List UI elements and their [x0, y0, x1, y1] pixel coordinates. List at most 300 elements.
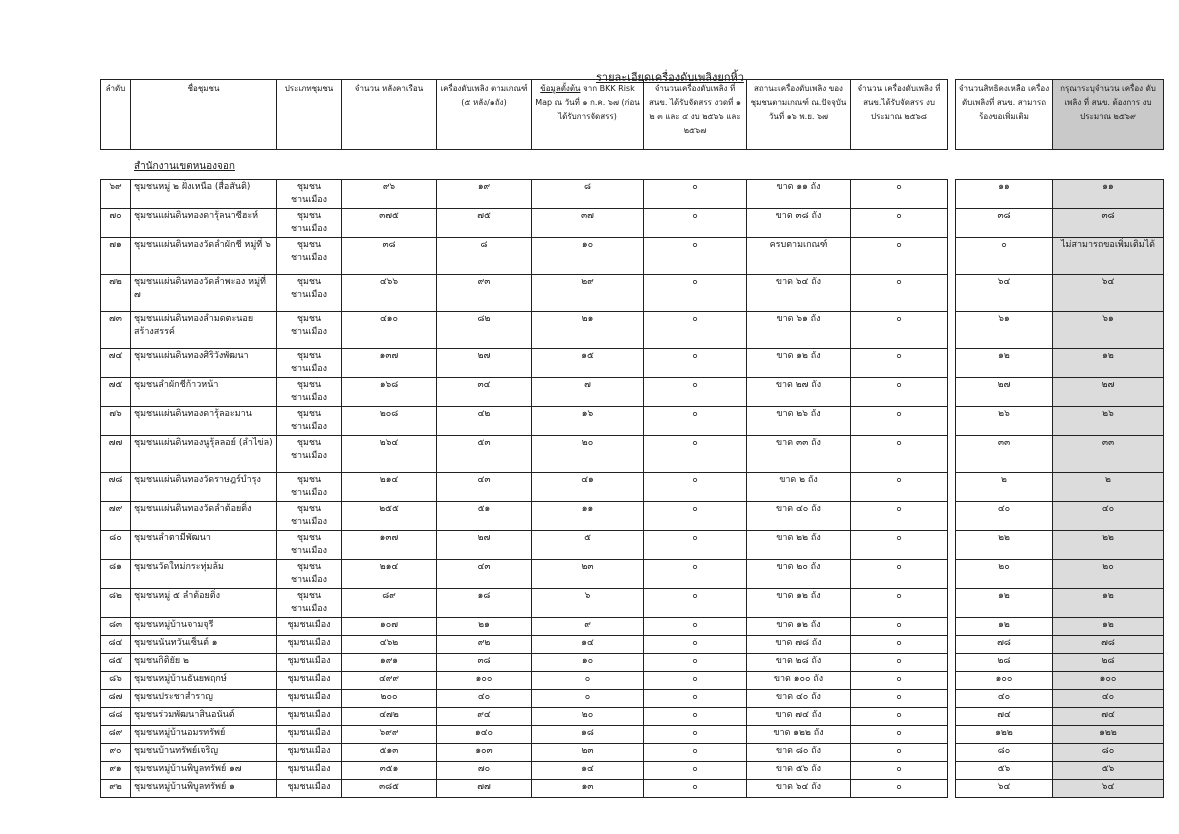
status-text: ขาด ๑๐๐ ถัง: [747, 672, 851, 690]
row-gap: [948, 180, 956, 209]
row-number: ๘๗: [101, 690, 131, 708]
row-gap: [948, 654, 956, 672]
budget68-count: ๐: [851, 589, 948, 618]
remaining-count: ๒๐: [956, 560, 1053, 589]
request-count: ๑๒๒: [1053, 726, 1164, 744]
row-number: ๘๒: [101, 589, 131, 618]
bkk-count: ๑๑: [532, 502, 644, 531]
bkk-count: ๐: [532, 672, 644, 690]
community-type: ชุมชนเมือง: [277, 690, 342, 708]
bkk-count: ๒๙: [532, 275, 644, 312]
remaining-count: ๘๐: [956, 744, 1053, 762]
remaining-count: ๒๗: [956, 378, 1053, 407]
table-row: [101, 238, 1164, 275]
community-name: ชุมชนแผ่นดินทองนูรุ้ลลอย์ (ลำไข่ล): [131, 436, 277, 473]
request-count: ๖๔: [1053, 275, 1164, 312]
header-budget68: จำนวน เครื่องดับเพลิง ที่ สนข.ได้รับจัดสรร งบประมาณ ๒๕๖๘: [851, 80, 948, 150]
community-name: ชุมชนหมู่ ๒ ฝั่งเหนือ (สื่อสันติ): [131, 180, 277, 209]
header-households: จำนวน หลังคาเรือน: [342, 80, 437, 150]
community-type: ชุมชนเมือง: [277, 636, 342, 654]
row-number: ๗๒: [101, 275, 131, 312]
status-text: ขาด ๒ ถัง: [747, 473, 851, 502]
request-count: ๖๑: [1053, 312, 1164, 349]
community-type: ชุมชนเมือง: [277, 762, 342, 780]
bkk-count: ๔๑: [532, 473, 644, 502]
community-type: ชุมชนเมือง: [277, 780, 342, 798]
row-gap: [948, 762, 956, 780]
households-count: ๔๗๒: [342, 708, 437, 726]
status-text: ขาด ๒๖ ถัง: [747, 407, 851, 436]
row-number: ๙๑: [101, 762, 131, 780]
community-type: ชุมชนเมือง: [277, 618, 342, 636]
remaining-count: ๒: [956, 473, 1053, 502]
table-row: [101, 502, 1164, 531]
received-count: ๐: [644, 618, 747, 636]
table-row: [101, 407, 1164, 436]
budget68-count: ๐: [851, 654, 948, 672]
request-count: ๗๘: [1053, 636, 1164, 654]
remaining-count: ๑๐๐: [956, 672, 1053, 690]
criteria-count: ๒๑: [437, 618, 532, 636]
header-table: [100, 79, 1164, 150]
row-gap: [948, 407, 956, 436]
criteria-count: ๓๘: [437, 654, 532, 672]
row-gap: [948, 589, 956, 618]
table-row: [101, 618, 1164, 636]
community-name: ชุมชนแผ่นดินทองวัดลำผักชี หมู่ที่ ๖: [131, 238, 277, 275]
budget68-count: ๐: [851, 209, 948, 238]
criteria-count: ๑๔๐: [437, 726, 532, 744]
received-count: ๐: [644, 378, 747, 407]
community-name: ชุมชนแผ่นดินทองวัดราษฎร์บำรุง: [131, 473, 277, 502]
row-gap: [948, 349, 956, 378]
remaining-count: ๑๑: [956, 180, 1053, 209]
received-count: ๐: [644, 672, 747, 690]
table-row: [101, 436, 1164, 473]
row-gap: [948, 275, 956, 312]
community-name: ชุมชนลำผักชีก้าวหน้า: [131, 378, 277, 407]
row-gap: [948, 502, 956, 531]
bkk-count: ๐: [532, 690, 644, 708]
table-row: [101, 726, 1164, 744]
bkk-count: ๑๓: [532, 780, 644, 798]
received-count: ๐: [644, 180, 747, 209]
budget68-count: ๐: [851, 349, 948, 378]
status-text: ขาด ๒๒ ถัง: [747, 531, 851, 560]
bkk-count: ๑๘: [532, 726, 644, 744]
community-type: ชุมชนชานเมือง: [277, 436, 342, 473]
criteria-count: ๓๔: [437, 378, 532, 407]
request-count: ๒๖: [1053, 407, 1164, 436]
status-text: ขาด ๒๐ ถัง: [747, 560, 851, 589]
criteria-count: ๗๕: [437, 209, 532, 238]
criteria-count: ๑๐๐: [437, 672, 532, 690]
bkk-count: ๑๐: [532, 654, 644, 672]
row-number: ๘๔: [101, 636, 131, 654]
status-text: ครบตามเกณฑ์: [747, 238, 851, 275]
header-status: สถานะเครื่องดับเพลิง ของชุมชนตามเกณฑ์ ณ.ปัจจุบัน วันที่ ๑๖ พ.ย. ๖๗: [747, 80, 851, 150]
community-name: ชุมชนหมู่บ้านพิบูลทรัพย์ ๑: [131, 780, 277, 798]
received-count: ๐: [644, 473, 747, 502]
households-count: ๒๐๘: [342, 407, 437, 436]
households-count: ๒๖๔: [342, 436, 437, 473]
bkk-count: ๑๔: [532, 762, 644, 780]
status-text: ขาด ๑๒ ถัง: [747, 349, 851, 378]
status-text: ขาด ๖๑ ถัง: [747, 312, 851, 349]
remaining-count: ๕๖: [956, 762, 1053, 780]
header-request69: กรุณาระบุจำนวน เครื่อง ดับเพลิง ที่ สนข. ต้องการ งบประมาณ ๒๕๖๙: [1053, 80, 1164, 150]
households-count: ๒๑๔: [342, 560, 437, 589]
remaining-count: ๒๘: [956, 654, 1053, 672]
request-count: ๒: [1053, 473, 1164, 502]
data-table: [100, 179, 1164, 798]
table-row: [101, 349, 1164, 378]
status-text: ขาด ๕๖ ถัง: [747, 762, 851, 780]
status-text: ขาด ๑๑ ถัง: [747, 180, 851, 209]
households-count: ๓๘๕: [342, 780, 437, 798]
table-row: [101, 209, 1164, 238]
received-count: ๐: [644, 502, 747, 531]
budget68-count: ๐: [851, 672, 948, 690]
header-bkk-underlined: ข้อมูลตั้งต้น: [540, 84, 581, 93]
table-row: [101, 180, 1164, 209]
row-number: ๘๘: [101, 708, 131, 726]
row-number: ๗๙: [101, 502, 131, 531]
community-type: ชุมชนเมือง: [277, 654, 342, 672]
criteria-count: ๑๘: [437, 589, 532, 618]
households-count: ๒๐๐: [342, 690, 437, 708]
budget68-count: ๐: [851, 780, 948, 798]
criteria-count: ๙๓: [437, 275, 532, 312]
received-count: ๐: [644, 275, 747, 312]
bkk-count: ๑๕: [532, 349, 644, 378]
received-count: ๐: [644, 531, 747, 560]
request-count: ๒๒: [1053, 531, 1164, 560]
remaining-count: ๒๖: [956, 407, 1053, 436]
status-text: ขาด ๗๘ ถัง: [747, 636, 851, 654]
table-row: [101, 312, 1164, 349]
community-type: ชุมชนชานเมือง: [277, 560, 342, 589]
criteria-count: ๙๔: [437, 708, 532, 726]
row-number: ๗๗: [101, 436, 131, 473]
budget68-count: ๐: [851, 502, 948, 531]
request-count: ๑๒: [1053, 589, 1164, 618]
community-type: ชุมชนชานเมือง: [277, 531, 342, 560]
status-text: ขาด ๒๗ ถัง: [747, 378, 851, 407]
received-count: ๐: [644, 780, 747, 798]
households-count: ๑๓๗: [342, 531, 437, 560]
request-count: ๒๘: [1053, 654, 1164, 672]
row-gap: [948, 209, 956, 238]
row-number: ๘๙: [101, 726, 131, 744]
budget68-count: ๐: [851, 378, 948, 407]
status-text: ขาด ๓๓ ถัง: [747, 436, 851, 473]
row-number: ๘๕: [101, 654, 131, 672]
table-row: [101, 531, 1164, 560]
row-gap: [948, 618, 956, 636]
row-number: ๗๖: [101, 407, 131, 436]
households-count: ๔๖๒: [342, 636, 437, 654]
households-count: ๒๑๔: [342, 473, 437, 502]
budget68-count: ๐: [851, 473, 948, 502]
bkk-count: ๘: [532, 180, 644, 209]
row-number: ๗๘: [101, 473, 131, 502]
budget68-count: ๐: [851, 618, 948, 636]
remaining-count: ๒๒: [956, 531, 1053, 560]
row-gap: [948, 531, 956, 560]
criteria-count: ๑๐๓: [437, 744, 532, 762]
community-type: ชุมชนเมือง: [277, 672, 342, 690]
request-count: ๖๔: [1053, 780, 1164, 798]
budget68-count: ๐: [851, 180, 948, 209]
row-number: ๗๑: [101, 238, 131, 275]
community-name: ชุมชนหมู่บ้านจามจุรี: [131, 618, 277, 636]
table-row: [101, 744, 1164, 762]
budget68-count: ๐: [851, 560, 948, 589]
status-text: ขาด ๘๐ ถัง: [747, 744, 851, 762]
row-gap: [948, 708, 956, 726]
budget68-count: ๐: [851, 436, 948, 473]
households-count: ๑๙๑: [342, 654, 437, 672]
received-count: ๐: [644, 238, 747, 275]
request-count: ๔๐: [1053, 502, 1164, 531]
request-count: ๔๐: [1053, 690, 1164, 708]
received-count: ๐: [644, 407, 747, 436]
criteria-count: ๗๗: [437, 780, 532, 798]
community-type: ชุมชนชานเมือง: [277, 238, 342, 275]
community-type: ชุมชนชานเมือง: [277, 502, 342, 531]
bkk-count: ๑๔: [532, 636, 644, 654]
row-number: ๘๓: [101, 618, 131, 636]
received-count: ๐: [644, 744, 747, 762]
households-count: ๔๙๙: [342, 672, 437, 690]
remaining-count: ๑๒: [956, 349, 1053, 378]
community-type: ชุมชนเมือง: [277, 726, 342, 744]
table-row: [101, 378, 1164, 407]
budget68-count: ๐: [851, 636, 948, 654]
row-number: ๙๐: [101, 744, 131, 762]
budget68-count: ๐: [851, 744, 948, 762]
request-count: ๘๐: [1053, 744, 1164, 762]
households-count: ๔๖๖: [342, 275, 437, 312]
bkk-count: ๖: [532, 589, 644, 618]
remaining-count: ๖๑: [956, 312, 1053, 349]
community-name: ชุมชนประชาสำราญ: [131, 690, 277, 708]
table-row: [101, 780, 1164, 798]
community-name: ชุมชนแผ่นดินทองดารุ้ลอะมาน: [131, 407, 277, 436]
row-gap: [948, 636, 956, 654]
request-count: ๑๒: [1053, 618, 1164, 636]
row-number: ๗๕: [101, 378, 131, 407]
community-name: ชุมชนกิติยัย ๒: [131, 654, 277, 672]
row-gap: [948, 436, 956, 473]
criteria-count: ๔๐: [437, 690, 532, 708]
households-count: ๑๖๘: [342, 378, 437, 407]
table-row: [101, 690, 1164, 708]
budget68-count: ๐: [851, 531, 948, 560]
header-gap: [948, 80, 956, 150]
row-gap: [948, 780, 956, 798]
row-gap: [948, 378, 956, 407]
table-row: [101, 636, 1164, 654]
row-number: ๗๓: [101, 312, 131, 349]
status-text: ขาด ๒๘ ถัง: [747, 654, 851, 672]
table-row: [101, 654, 1164, 672]
header-bkk: [532, 80, 644, 150]
remaining-count: ๗๔: [956, 708, 1053, 726]
table-row: [101, 560, 1164, 589]
community-name: ชุมชนหมู่บ้านอมรทรัพย์: [131, 726, 277, 744]
received-count: ๐: [644, 708, 747, 726]
table-row: [101, 708, 1164, 726]
community-type: ชุมชนชานเมือง: [277, 275, 342, 312]
remaining-count: ๑๒: [956, 618, 1053, 636]
community-type: ชุมชนเมือง: [277, 744, 342, 762]
header-remaining: จำนวนสิทธิคงเหลือ เครื่องดับเพลิงที่ สนข. สามารถร้องขอเพิ่มเติม: [956, 80, 1053, 150]
bkk-count: ๑๖: [532, 407, 644, 436]
status-text: ขาด ๑๒ ถัง: [747, 589, 851, 618]
received-count: ๐: [644, 560, 747, 589]
community-type: ชุมชนชานเมือง: [277, 312, 342, 349]
criteria-count: ๘: [437, 238, 532, 275]
bkk-count: ๒๐: [532, 708, 644, 726]
households-count: ๒๕๕: [342, 502, 437, 531]
budget68-count: ๐: [851, 690, 948, 708]
budget68-count: ๐: [851, 708, 948, 726]
remaining-count: ๗๘: [956, 636, 1053, 654]
remaining-count: ๖๔: [956, 780, 1053, 798]
received-count: ๐: [644, 636, 747, 654]
households-count: ๑๓๗: [342, 349, 437, 378]
row-number: ๗๔: [101, 349, 131, 378]
row-gap: [948, 560, 956, 589]
remaining-count: ๔๐: [956, 690, 1053, 708]
request-count: ๒๗: [1053, 378, 1164, 407]
criteria-count: ๔๓: [437, 473, 532, 502]
community-type: ชุมชนชานเมือง: [277, 407, 342, 436]
received-count: ๐: [644, 762, 747, 780]
table-row: [101, 762, 1164, 780]
row-gap: [948, 726, 956, 744]
remaining-count: ๖๔: [956, 275, 1053, 312]
community-name: ชุมชนร่วมพัฒนาสินอนันต์: [131, 708, 277, 726]
status-text: ขาด ๔๐ ถัง: [747, 690, 851, 708]
households-count: ๙๖: [342, 180, 437, 209]
header-received: จำนวนเครื่องดับเพลิง ที่ สนข. ได้รับจัดสรร งวดที่ ๑ ๒ ๓ และ ๔ งบ ๒๕๖๖ และ ๒๕๖๗: [644, 80, 747, 150]
received-count: ๐: [644, 690, 747, 708]
households-count: ๘๙: [342, 589, 437, 618]
table-row: [101, 672, 1164, 690]
request-count: ๑๑: [1053, 180, 1164, 209]
header-type: ประเภทชุมชน: [277, 80, 342, 150]
bkk-count: ๒๐: [532, 436, 644, 473]
criteria-count: ๒๗: [437, 349, 532, 378]
request-count: ๕๖: [1053, 762, 1164, 780]
table-body: [101, 180, 1164, 798]
bkk-count: ๙: [532, 618, 644, 636]
criteria-count: ๔๒: [437, 407, 532, 436]
community-name: ชุมชนแผ่นดินทองวัดลำพะอง หมู่ที่ ๗: [131, 275, 277, 312]
header-no: ลำดับ: [101, 80, 131, 150]
bkk-count: ๕: [532, 531, 644, 560]
received-count: ๐: [644, 726, 747, 744]
request-count: ไม่สามารถขอเพิ่มเติมได้: [1053, 238, 1164, 275]
criteria-count: ๑๙: [437, 180, 532, 209]
row-gap: [948, 690, 956, 708]
received-count: ๐: [644, 654, 747, 672]
row-number: ๘๖: [101, 672, 131, 690]
row-number: ๙๒: [101, 780, 131, 798]
received-count: ๐: [644, 349, 747, 378]
header-criteria: เครื่องดับเพลิง ตามเกณฑ์ (๕ หลัง/๑ถัง): [437, 80, 532, 150]
community-type: ชุมชนชานเมือง: [277, 209, 342, 238]
criteria-count: ๙๒: [437, 636, 532, 654]
request-count: ๗๔: [1053, 708, 1164, 726]
community-name: ชุมชนแผ่นดินทองลำมดตะนอย สร้างสรรค์: [131, 312, 277, 349]
bkk-count: ๒๓: [532, 560, 644, 589]
remaining-count: ๓๓: [956, 436, 1053, 473]
remaining-count: ๑๒๒: [956, 726, 1053, 744]
request-count: ๑๒: [1053, 349, 1164, 378]
budget68-count: ๐: [851, 275, 948, 312]
row-gap: [948, 744, 956, 762]
budget68-count: ๐: [851, 407, 948, 436]
community-name: ชุมชนนันทวันเซ็นต์ ๑: [131, 636, 277, 654]
budget68-count: ๐: [851, 238, 948, 275]
budget68-count: ๐: [851, 312, 948, 349]
criteria-count: ๕๓: [437, 436, 532, 473]
community-name: ชุมชนหมู่บ้านธันยพฤกษ์: [131, 672, 277, 690]
households-count: ๓๕๑: [342, 762, 437, 780]
request-count: ๓๘: [1053, 209, 1164, 238]
bkk-count: ๒๓: [532, 744, 644, 762]
status-text: ขาด ๖๔ ถัง: [747, 780, 851, 798]
table-row: [101, 473, 1164, 502]
community-name: ชุมชนวัดใหม่กระทุ่มล้ม: [131, 560, 277, 589]
table-row: [101, 275, 1164, 312]
community-name: ชุมชนแผ่นดินทองวัดลำต้อยติ่ง: [131, 502, 277, 531]
request-count: ๑๐๐: [1053, 672, 1164, 690]
households-count: ๑๐๗: [342, 618, 437, 636]
budget68-count: ๐: [851, 762, 948, 780]
status-text: ขาด ๔๐ ถัง: [747, 502, 851, 531]
row-number: ๗๐: [101, 209, 131, 238]
households-count: ๔๑๐: [342, 312, 437, 349]
received-count: ๐: [644, 589, 747, 618]
households-count: ๓๗๕: [342, 209, 437, 238]
community-type: ชุมชนชานเมือง: [277, 349, 342, 378]
community-name: ชุมชนลำตามีพัฒนา: [131, 531, 277, 560]
status-text: ขาด ๖๔ ถัง: [747, 275, 851, 312]
header-name: ชื่อชุมชน: [131, 80, 277, 150]
status-text: ขาด ๗๔ ถัง: [747, 708, 851, 726]
community-name: ชุมชนบ้านทรัพย์เจริญ: [131, 744, 277, 762]
community-name: ชุมชนแผ่นดินทองศิริวังพัฒนา: [131, 349, 277, 378]
remaining-count: ๔๐: [956, 502, 1053, 531]
remaining-count: ๑๒: [956, 589, 1053, 618]
community-type: ชุมชนชานเมือง: [277, 180, 342, 209]
row-gap: [948, 473, 956, 502]
households-count: ๕๑๓: [342, 744, 437, 762]
households-count: ๓๘: [342, 238, 437, 275]
remaining-count: ๓๘: [956, 209, 1053, 238]
households-count: ๖๙๙: [342, 726, 437, 744]
row-gap: [948, 672, 956, 690]
community-type: ชุมชนเมือง: [277, 708, 342, 726]
row-gap: [948, 312, 956, 349]
row-number: ๘๑: [101, 560, 131, 589]
community-type: ชุมชนชานเมือง: [277, 473, 342, 502]
